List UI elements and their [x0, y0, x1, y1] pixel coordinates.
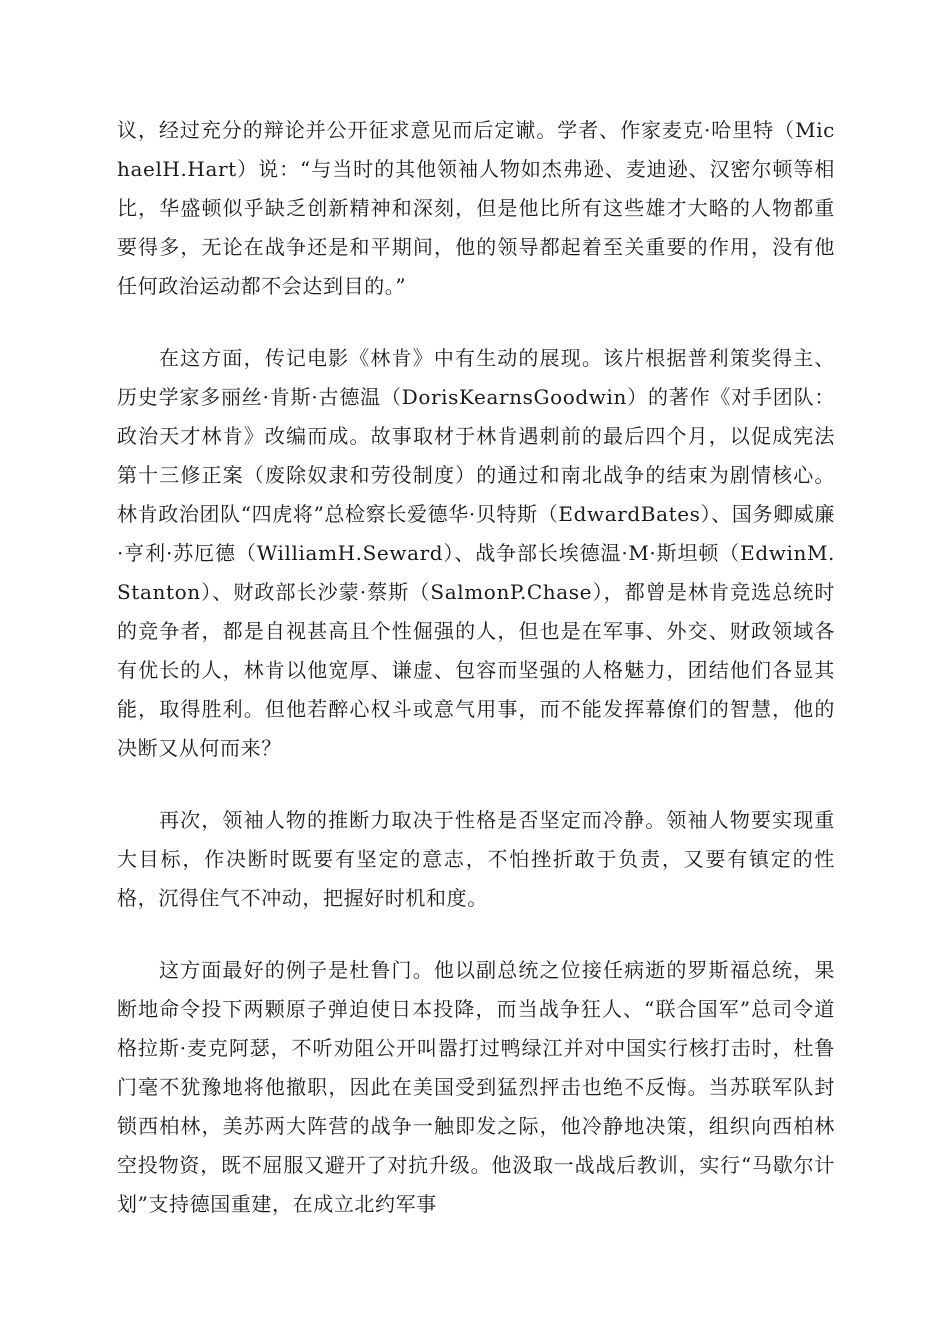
- paragraph-1: 议，经过充分的辩论并公开征求意见而后定谳。学者、作家麦克·哈里特（MichaelH.Hart）说：“与当时的其他领袖人物如杰弗逊、麦迪逊、汉密尔顿等相比，华盛顿似乎缺乏创新精神和深刻，但是他比所有这些雄才大略的人物都重要得多，无论在战争还是和平期间，他的领导都起着至关重要的作用，没有他任何政治运动都不会达到目的。”: [117, 118, 835, 298]
- document-body: [117, 111, 835, 1257]
- paragraph-2: 在这方面，传记电影《林肯》中有生动的展现。该片根据普利策奖得主、历史学家多丽丝·肯斯·古德温（DorisKearnsGoodwin）的著作《对手团队：政治天才林肯》改编而成。故事取材于林肯遇刺前的最后四个月，以促成宪法第十三修正案（废除奴隶和劳役制度）的通过和南北战争的结束为剧情核心。林肯政治团队“四虎将”总检察长爱德华·贝特斯（EdwardBates）、国务卿威廉·亨利·苏厄德（WilliamH.Seward）、战争部长埃德温·M·斯坦顿（EdwinM.Stanton）、财政部长沙蒙·蔡斯（SalmonP.Chase），都曾是林肯竞选总统时的竞争者，都是自视甚高且个性倔强的人，但也是在军事、外交、财政领域各有优长的人，林肯以他宽厚、谦虚、包容而坚强的人格魅力，团结他们各显其能，取得胜利。但他若醉心权斗或意气用事，而不能发挥幕僚们的智慧，他的决断又从何而来？: [117, 346, 835, 760]
- paragraph-3: 再次，领袖人物的推断力取决于性格是否坚定而冷静。领袖人物要实现重大目标，作决断时既要有坚定的意志，不怕挫折敢于负责，又要有镇定的性格，沉得住气不冲动，把握好时机和度。: [117, 808, 835, 910]
- paragraph-4: 这方面最好的例子是杜鲁门。他以副总统之位接任病逝的罗斯福总统，果断地命令投下两颗原子弹迫使日本投降，而当战争狂人、“联合国军”总司令道格拉斯·麦克阿瑟，不听劝阻公开叫嚣打过鸭绿江并对中国实行核打击时，杜鲁门毫不犹豫地将他撤职，因此在美国受到猛烈抨击也绝不反悔。当苏联军队封锁西柏林，美苏两大阵营的战争一触即发之际，他冷静地决策，组织向西柏林空投物资，既不屈服又避开了对抗升级。他汲取一战战后教训，实行“马歇尔计划”支持德国重建，在成立北约军事: [117, 958, 835, 1216]
